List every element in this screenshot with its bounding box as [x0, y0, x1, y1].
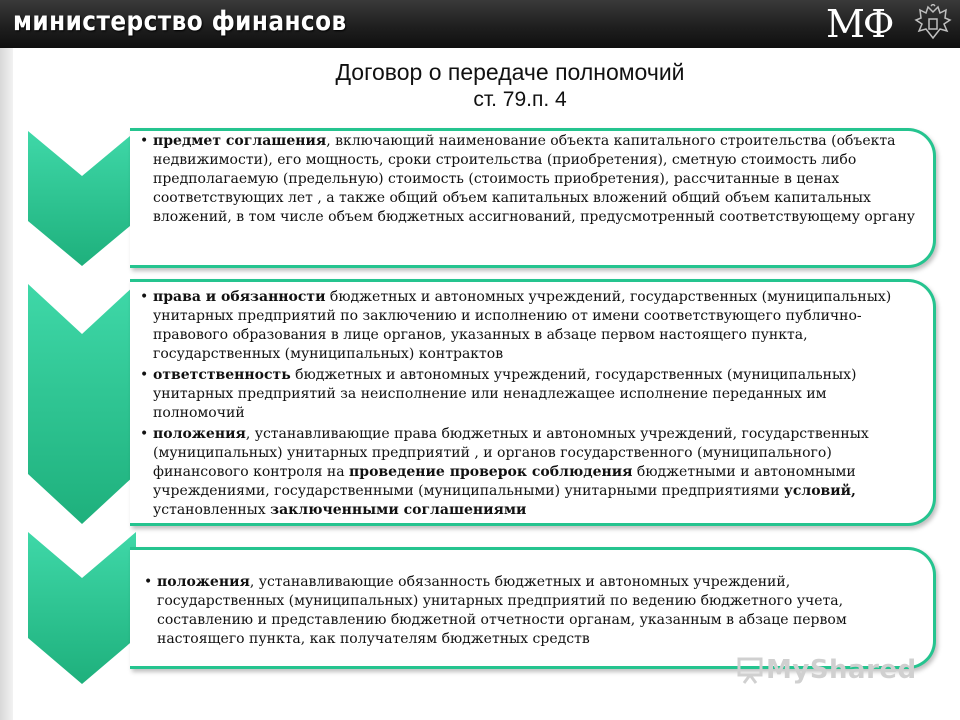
- chevron-down-icon: [28, 284, 136, 524]
- list-item: [140, 425, 921, 520]
- double-eagle-emblem-icon: [914, 4, 952, 44]
- bullet-icon: •: [140, 367, 149, 383]
- bold-term: ответственность: [153, 367, 291, 383]
- bullet-icon: •: [140, 426, 149, 442]
- bold-term: положения: [153, 426, 246, 442]
- item-text: бюджетных и автономных учреждений, государственных (муниципальных) унитарных предприятий за неисполнение или ненадлежащее исполнение переданных им полномочий: [153, 367, 857, 421]
- item-text: бюджетными и автономными учреждениями, государственными (муниципальными) унитарными предприятиями: [153, 464, 856, 499]
- logo-text: МФ: [826, 2, 893, 46]
- list-item: [140, 132, 923, 227]
- item-text: , включающий наименование объекта капитального строительства (объекта недвижимости), его мощность, сроки строительства (приобретения), сметную стоимость либо предполагаемую (предельную) стоимость (стоимость приобретения), рассчитанные в ценах соответствующих лет , а также общий объем капитальных вложений общий объем капитальных вложений, в том числе объем бюджетных ассигнований, предусмотренный соответствующему органу: [153, 133, 916, 225]
- slide-title: Договор о передаче полномочий: [335, 59, 685, 85]
- content-block-accounting: [130, 547, 936, 669]
- bold-term: предмет соглашения: [153, 133, 327, 149]
- bullet-icon: •: [140, 289, 149, 305]
- list-item: [140, 366, 921, 423]
- header-bar: [0, 0, 960, 48]
- bullet-icon: •: [140, 133, 149, 149]
- bold-term: заключенными соглашениями: [270, 502, 527, 518]
- item-text: установленных: [153, 502, 271, 518]
- bold-term: проведение проверок соблюдения: [349, 464, 633, 480]
- bullet-icon: •: [144, 574, 153, 590]
- presentation-icon: [736, 656, 764, 684]
- bold-term: права и обязанности: [153, 289, 326, 305]
- bold-term: условий,: [783, 483, 856, 499]
- item-text: бюджетных и автономных учреждений, государственных (муниципальных) унитарных предприятий по заключению и исполнению от имени соответствующего публично-правового образования в лице органов, указанных в абзаце первом настоящего пункта, государственных (муниципальных) контрактов: [153, 289, 892, 362]
- list-item: [140, 288, 921, 364]
- ministry-name: министерство финансов: [13, 6, 347, 37]
- list-item: [144, 573, 921, 649]
- chevron-down-icon: [28, 532, 136, 684]
- chevron-down-icon: [28, 131, 136, 266]
- item-text: , устанавливающие права бюджетных и автономных учреждений, государственных (муниципальных) унитарных предприятий , и органов государственного (муниципального) финансового контроля на: [153, 426, 869, 480]
- watermark: MyShared: [766, 655, 917, 685]
- content-block-subject: [130, 128, 936, 268]
- slide-subtitle: ст. 79.п. 4: [473, 88, 567, 111]
- content-block-rights: [130, 279, 936, 526]
- item-text: , устанавливающие обязанность бюджетных и автономных учреждений, государственных (муниципальных) унитарных предприятий по ведению бюджетного учета, составлению и представлению бюджетной отчетности органам, указанным в абзаце первом настоящего пункта, как получателям бюджетных средств: [157, 574, 847, 647]
- left-side-bar: [0, 48, 13, 720]
- ministry-logo: [826, 2, 956, 46]
- bold-term: положения: [157, 574, 250, 590]
